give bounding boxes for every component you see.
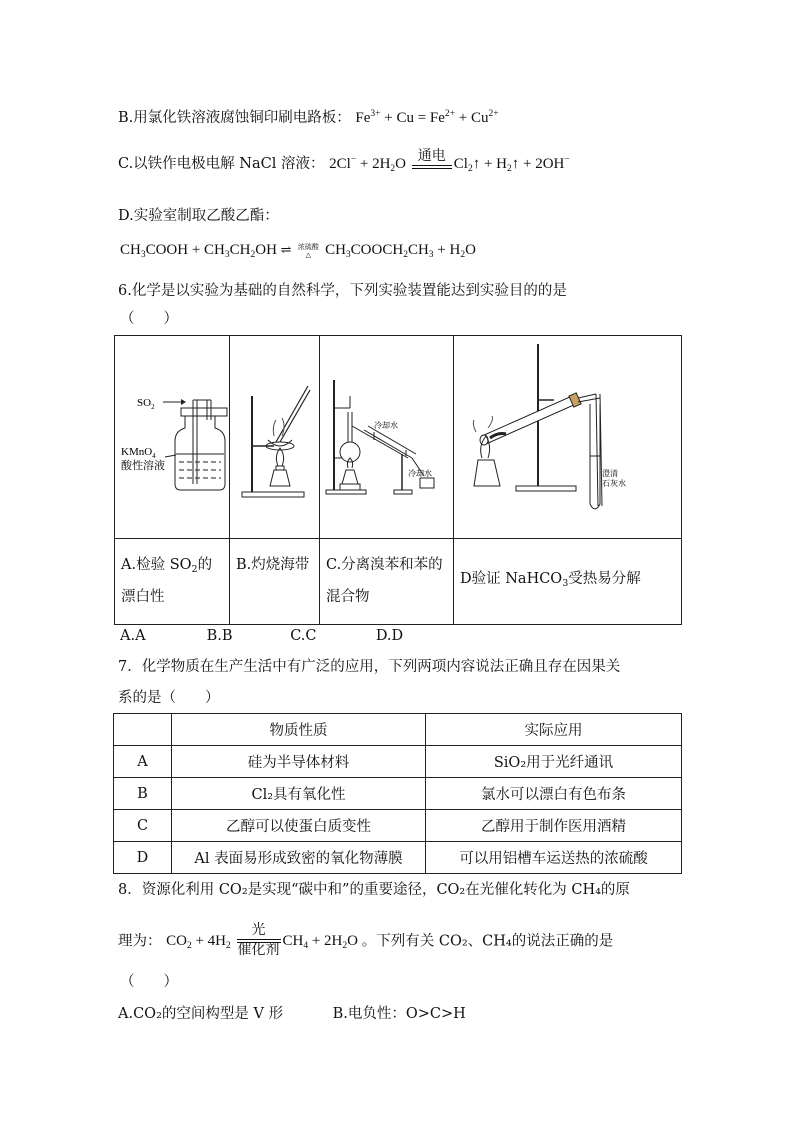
table-row: A 硅为半导体材料 SiO₂用于光纤通讯 [114, 746, 682, 778]
svg-text:酸性溶液: 酸性溶液 [121, 460, 165, 472]
apparatus-c [320, 336, 454, 539]
q8-options [118, 1004, 466, 1024]
q6-stem: 6.化学是以实验为基础的自然科学，下列实验装置能达到实验目的的是 [118, 283, 567, 299]
crucible-burning-drawing [230, 336, 319, 534]
q8-stem-line1: 8．资源化利用 CO₂是实现“碳中和”的重要途径，CO₂在光催化转化为 CH₄的原 [118, 882, 630, 898]
q7-stem-line1: 7．化学物质在生产生活中有广泛的应用，下列两项内容说法正确且存在因果关 [118, 659, 621, 675]
q7-table [113, 713, 682, 874]
q6-option-b[interactable]: B.B [206, 628, 233, 644]
svg-text:石灰水: 石灰水 [602, 479, 626, 488]
apparatus-a [115, 336, 230, 539]
caption-b: B.灼烧海带 [230, 539, 320, 625]
svg-text:KMnO4: KMnO$_4$ [121, 446, 156, 460]
apparatus-d [454, 336, 682, 539]
light-condition: 光 [251, 923, 266, 938]
gas-washing-bottle-drawing [115, 336, 229, 534]
distillation-drawing [320, 336, 453, 534]
q5-option-d: D.实验室制取乙酸乙酯： [118, 208, 279, 224]
table-row: C 乙醇可以使蛋白质变性 乙醇用于制作医用酒精 [114, 810, 682, 842]
q5-option-b: B.用氯化铁溶液腐蚀铜印刷电路板： $Fe^{3+} + Cu = Fe^{2+} + Cu^{2+}$ [118, 109, 499, 126]
q5-c-equation: $2Cl^- + 2H_2O$ 通电 $Cl_2↑$ + $H_2↑ + 2OH^-$ [329, 148, 570, 174]
q8-equation: $CO_2 + 4H_2$ 光 催化剂 $CH_4 + 2H_2O$ [166, 923, 362, 958]
q6-option-a[interactable]: A.A [120, 628, 146, 644]
q5-b-equation: $Fe^{3+} + Cu = Fe^{2+} + Cu^{2+}$ [355, 109, 499, 126]
caption-d: D验证 NaHCO$_3$受热易分解 [454, 539, 682, 625]
q8-option-a[interactable]: A.CO₂的空间构型是 V 形 [118, 1006, 284, 1022]
q6-apparatus-table [114, 335, 682, 625]
q6-option-d[interactable]: D.D [375, 628, 404, 644]
q8-option-b[interactable]: B.电负性：O>C>H [332, 1006, 466, 1022]
table-row: B Cl₂具有氧化性 氯水可以漂白有色布条 [114, 778, 682, 810]
q6-paren: （ ） [120, 311, 178, 327]
q7-stem-line2: 系的是（ ） [118, 690, 220, 706]
thermal-decomposition-drawing [454, 336, 681, 534]
svg-text:冷却水: 冷却水 [408, 469, 432, 478]
electrolysis-condition: 通电 [417, 148, 446, 164]
table-row: D Al 表面易形成致密的氧化物薄膜 可以用铝槽车运送热的浓硫酸 [114, 842, 682, 874]
table-header-row: 物质性质 实际应用 [114, 714, 682, 746]
svg-text:SO2: $SO_2$ [137, 397, 155, 411]
q8-stem-line2: 理为： $CO_2 + 4H_2$ 光 催化剂 $CH_4 + 2H_2O$ 。下列有关 CO₂、CH₄的说法正确的是 [118, 923, 614, 958]
svg-text:冷却水: 冷却水 [374, 421, 398, 430]
catalyst-condition: 催化剂 [237, 943, 280, 958]
q5-d-equation: $CH_3COOH + CH_3CH_2OH$ ⇌ 浓硫酸 △ $CH_3COOCH_2CH_3 + H_2O$ [120, 242, 476, 260]
caption-c: C.分离溴苯和苯的混合物 [320, 539, 454, 625]
q8-paren: （ ） [120, 974, 178, 990]
q6-options [120, 626, 403, 646]
q6-option-c[interactable]: C.C [290, 628, 317, 644]
caption-a: A.检验 $SO_2$的 漂白性 [115, 539, 230, 625]
svg-text:澄清: 澄清 [602, 469, 618, 478]
q5-option-c: C.以铁作电极电解 NaCl 溶液： $2Cl^- + 2H_2O$ 通电 $Cl_2↑$ + $H_2↑ + 2OH^-$ [118, 148, 570, 174]
apparatus-b [230, 336, 320, 539]
